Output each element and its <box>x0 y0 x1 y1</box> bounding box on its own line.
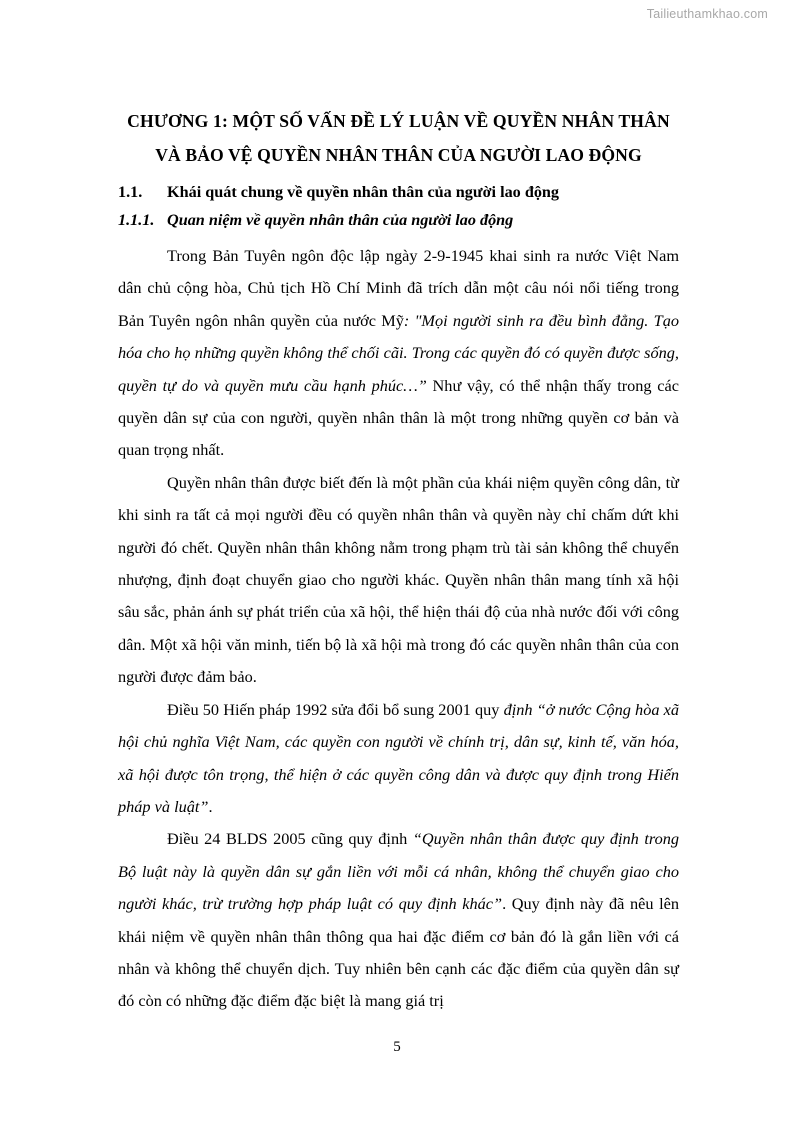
para-3-run-1: Điều 50 Hiến pháp 1992 sửa đổi bổ sung 2001 quy <box>167 699 504 719</box>
para-4 <box>118 823 679 1017</box>
para-4-run-1: Điều 24 BLDS 2005 cũng quy định <box>167 829 413 849</box>
subsection-heading <box>118 207 679 234</box>
para-1-run-3: Như vậy, có thể nhận thấy trong các quyền dân sự của con người, quyền nhân thân là một trong những quyền cơ bản và quan trọng nhất. <box>118 375 679 460</box>
paragraph-container <box>118 240 679 1018</box>
subsection-title: Quan niệm về quyền nhân thân của người lao động <box>167 211 514 229</box>
para-3-run-3: . <box>208 796 213 816</box>
subsection-number: 1.1.1. <box>118 211 155 229</box>
chapter-title <box>118 104 679 172</box>
para-1 <box>118 240 679 467</box>
para-4-run-3: . Quy định này đã nêu lên khái niệm về quyền nhân thân thông qua hai đặc điểm cơ bản đó là gắn liền với cá nhân và không thể chuyển dịch. Tuy nhiên bên cạnh các đặc điểm của quyền dân sự đó còn có những đặc điểm đặc biệt là mang giá trị <box>118 894 679 1011</box>
section-title: Khái quát chung về quyền nhân thân của người lao động <box>167 183 560 201</box>
para-2-run-1: Quyền nhân thân được biết đến là một phần của khái niệm quyền công dân, từ khi sinh ra tất cả mọi người đều có quyền nhân thân và quyền này chỉ chấm dứt khi người đó chết. Quyền nhân thân không nằm trong phạm trù tài sản không thể chuyển nhượng, định đoạt chuyển giao cho người khác. Quyền nhân thân mang tính xã hội sâu sắc, phản ánh sự phát triển của xã hội, thể hiện thái độ của nhà nước đối với công dân. Một xã hội văn minh, tiến bộ là xã hội mà trong đó các quyền nhân thân của con người được đảm bảo. <box>118 472 679 687</box>
para-1-run-2: : "Mọi người sinh ra đều bình đẳng. Tạo hóa cho họ những quyền không thể chối cãi. Trong các quyền đó có quyền được sống, quyền tự do và quyền mưu cầu hạnh phúc…” <box>118 310 679 395</box>
watermark-text: Tailieuthamkhao.com <box>646 7 768 21</box>
para-3 <box>118 694 679 824</box>
para-3-run-2: định “ở nước Cộng hòa xã hội chủ nghĩa Việt Nam, các quyền con người về chính trị, dân sự, kinh tế, văn hóa, xã hội được tôn trọng, thể hiện ở các quyền công dân và được quy định trong Hiến pháp và luật” <box>118 699 679 816</box>
para-2 <box>118 467 679 694</box>
para-4-run-2: “Quyền nhân thân được quy định trong Bộ luật này là quyền dân sự gắn liền với mỗi cá nhân, không thể chuyển giao cho người khác, trừ trường hợp pháp luật có quy định khác” <box>118 829 679 914</box>
page-content <box>118 104 679 1018</box>
section-heading <box>118 179 679 206</box>
section-number: 1.1. <box>118 183 143 201</box>
chapter-title-line-2: VÀ BẢO VỆ QUYỀN NHÂN THÂN CỦA NGƯỜI LAO ĐỘNG <box>155 145 642 165</box>
page-number: 5 <box>393 1039 401 1055</box>
chapter-title-line-1: CHƯƠNG 1: MỘT SỐ VẤN ĐỀ LÝ LUẬN VỀ QUYỀN NHÂN THÂN <box>127 111 670 131</box>
para-1-run-1: Trong Bản Tuyên ngôn độc lập ngày 2-9-1945 khai sinh ra nước Việt Nam dân chủ cộng hòa, Chủ tịch Hồ Chí Minh đã trích dẫn một câu nói nổi tiếng trong Bản Tuyên ngôn nhân quyền của nước Mỹ <box>118 246 679 330</box>
